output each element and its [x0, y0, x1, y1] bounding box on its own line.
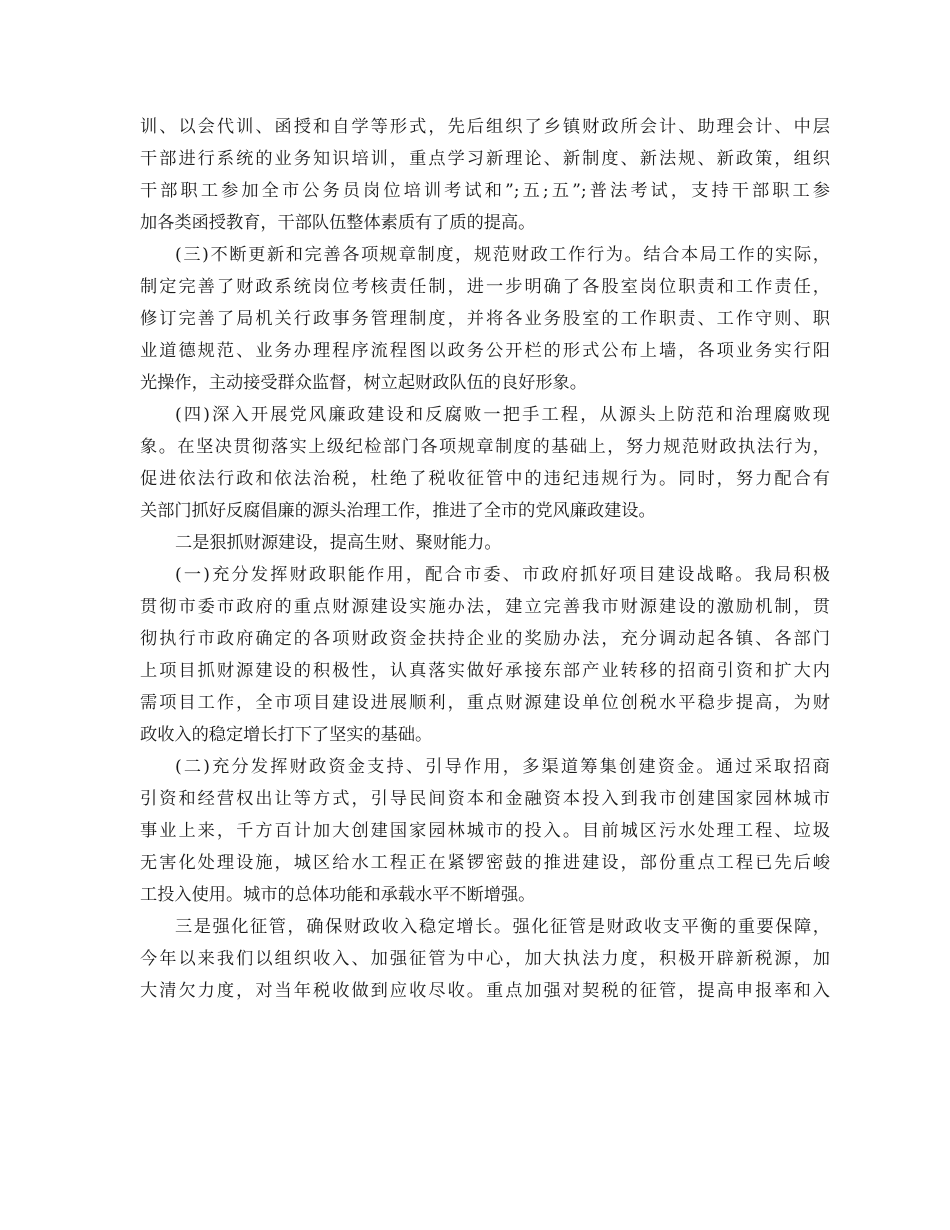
paragraph-line: 彻执行市政府确定的各项财政资金扶持企业的奖励办法，充分调动起各镇、各部门: [140, 629, 830, 649]
document-body: [140, 111, 830, 1007]
paragraph-line: 干部职工参加全市公务员岗位培训考试和”;五;五”;普法考试，支持干部职工参: [140, 181, 830, 201]
paragraph-line: 事业上来，千方百计加大创建国家园林城市的投入。目前城区污水处理工程、垃圾: [140, 821, 830, 841]
paragraph-line: 引资和经营权出让等方式，引导民间资本和金融资本投入到我市创建国家园林城市: [140, 789, 830, 809]
paragraph-line: 干部进行系统的业务知识培训，重点学习新理论、新制度、新法规、新政策，组织: [140, 149, 830, 169]
paragraph-line: (二)充分发挥财政资金支持、引导作用，多渠道筹集创建资金。通过采取招商: [175, 757, 830, 777]
paragraph-line: 工投入使用。城市的总体功能和承载水平不断增强。: [140, 885, 536, 905]
paragraph-line: 上项目抓财源建设的积极性，认真落实做好承接东部产业转移的招商引资和扩大内: [140, 661, 830, 681]
paragraph-line: 三是强化征管，确保财政收入稳定增长。强化征管是财政收支平衡的重要保障，: [175, 917, 830, 937]
paragraph-line: (一)充分发挥财政职能作用，配合市委、市政府抓好项目建设战略。我局积极: [175, 565, 830, 585]
paragraph-line: 关部门抓好反腐倡廉的源头治理工作，推进了全市的党风廉政建设。: [140, 501, 656, 521]
paragraph-line: 业道德规范、业务办理程序流程图以政务公开栏的形式公布上墙，各项业务实行阳: [140, 341, 830, 361]
paragraph-line: 促进依法行政和依法治税，杜绝了税收征管中的违纪违规行为。同时，努力配合有: [140, 469, 830, 489]
paragraph-line: 无害化处理设施，城区给水工程正在紧锣密鼓的推进建设，部份重点工程已先后峻: [140, 853, 830, 873]
paragraph-line: 光操作，主动接受群众监督，树立起财政队伍的良好形象。: [140, 373, 587, 393]
paragraph-line: (四)深入开展党风廉政建设和反腐败一把手工程，从源头上防范和治理腐败现: [175, 405, 830, 425]
paragraph-line: 象。在坚决贯彻落实上级纪检部门各项规章制度的基础上，努力规范财政执法行为，: [140, 437, 830, 457]
paragraph-line: 贯彻市委市政府的重点财源建设实施办法，建立完善我市财源建设的激励机制，贯: [140, 597, 830, 617]
paragraph-line: 制定完善了财政系统岗位考核责任制，进一步明确了各股室岗位职责和工作责任，: [140, 277, 830, 297]
paragraph-line: 大清欠力度，对当年税收做到应收尽收。重点加强对契税的征管，提高申报率和入: [140, 981, 830, 1001]
paragraph-line: 修订完善了局机关行政事务管理制度，并将各业务股室的工作职责、工作守则、职: [140, 309, 830, 329]
paragraph-line: 今年以来我们以组织收入、加强征管为中心，加大执法力度，积极开辟新税源，加: [140, 949, 830, 969]
paragraph-line: 二是狠抓财源建设，提高生财、聚财能力。: [175, 533, 502, 553]
paragraph-line: 政收入的稳定增长打下了坚实的基础。: [140, 725, 433, 745]
paragraph-line: 需项目工作，全市项目建设进展顺利，重点财源建设单位创税水平稳步提高，为财: [140, 693, 830, 713]
paragraph-line: (三)不断更新和完善各项规章制度，规范财政工作行为。结合本局工作的实际，: [175, 245, 830, 265]
paragraph-line: 加各类函授教育，干部队伍整体素质有了质的提高。: [140, 213, 536, 233]
paragraph-line: 训、以会代训、函授和自学等形式，先后组织了乡镇财政所会计、助理会计、中层: [140, 117, 830, 137]
